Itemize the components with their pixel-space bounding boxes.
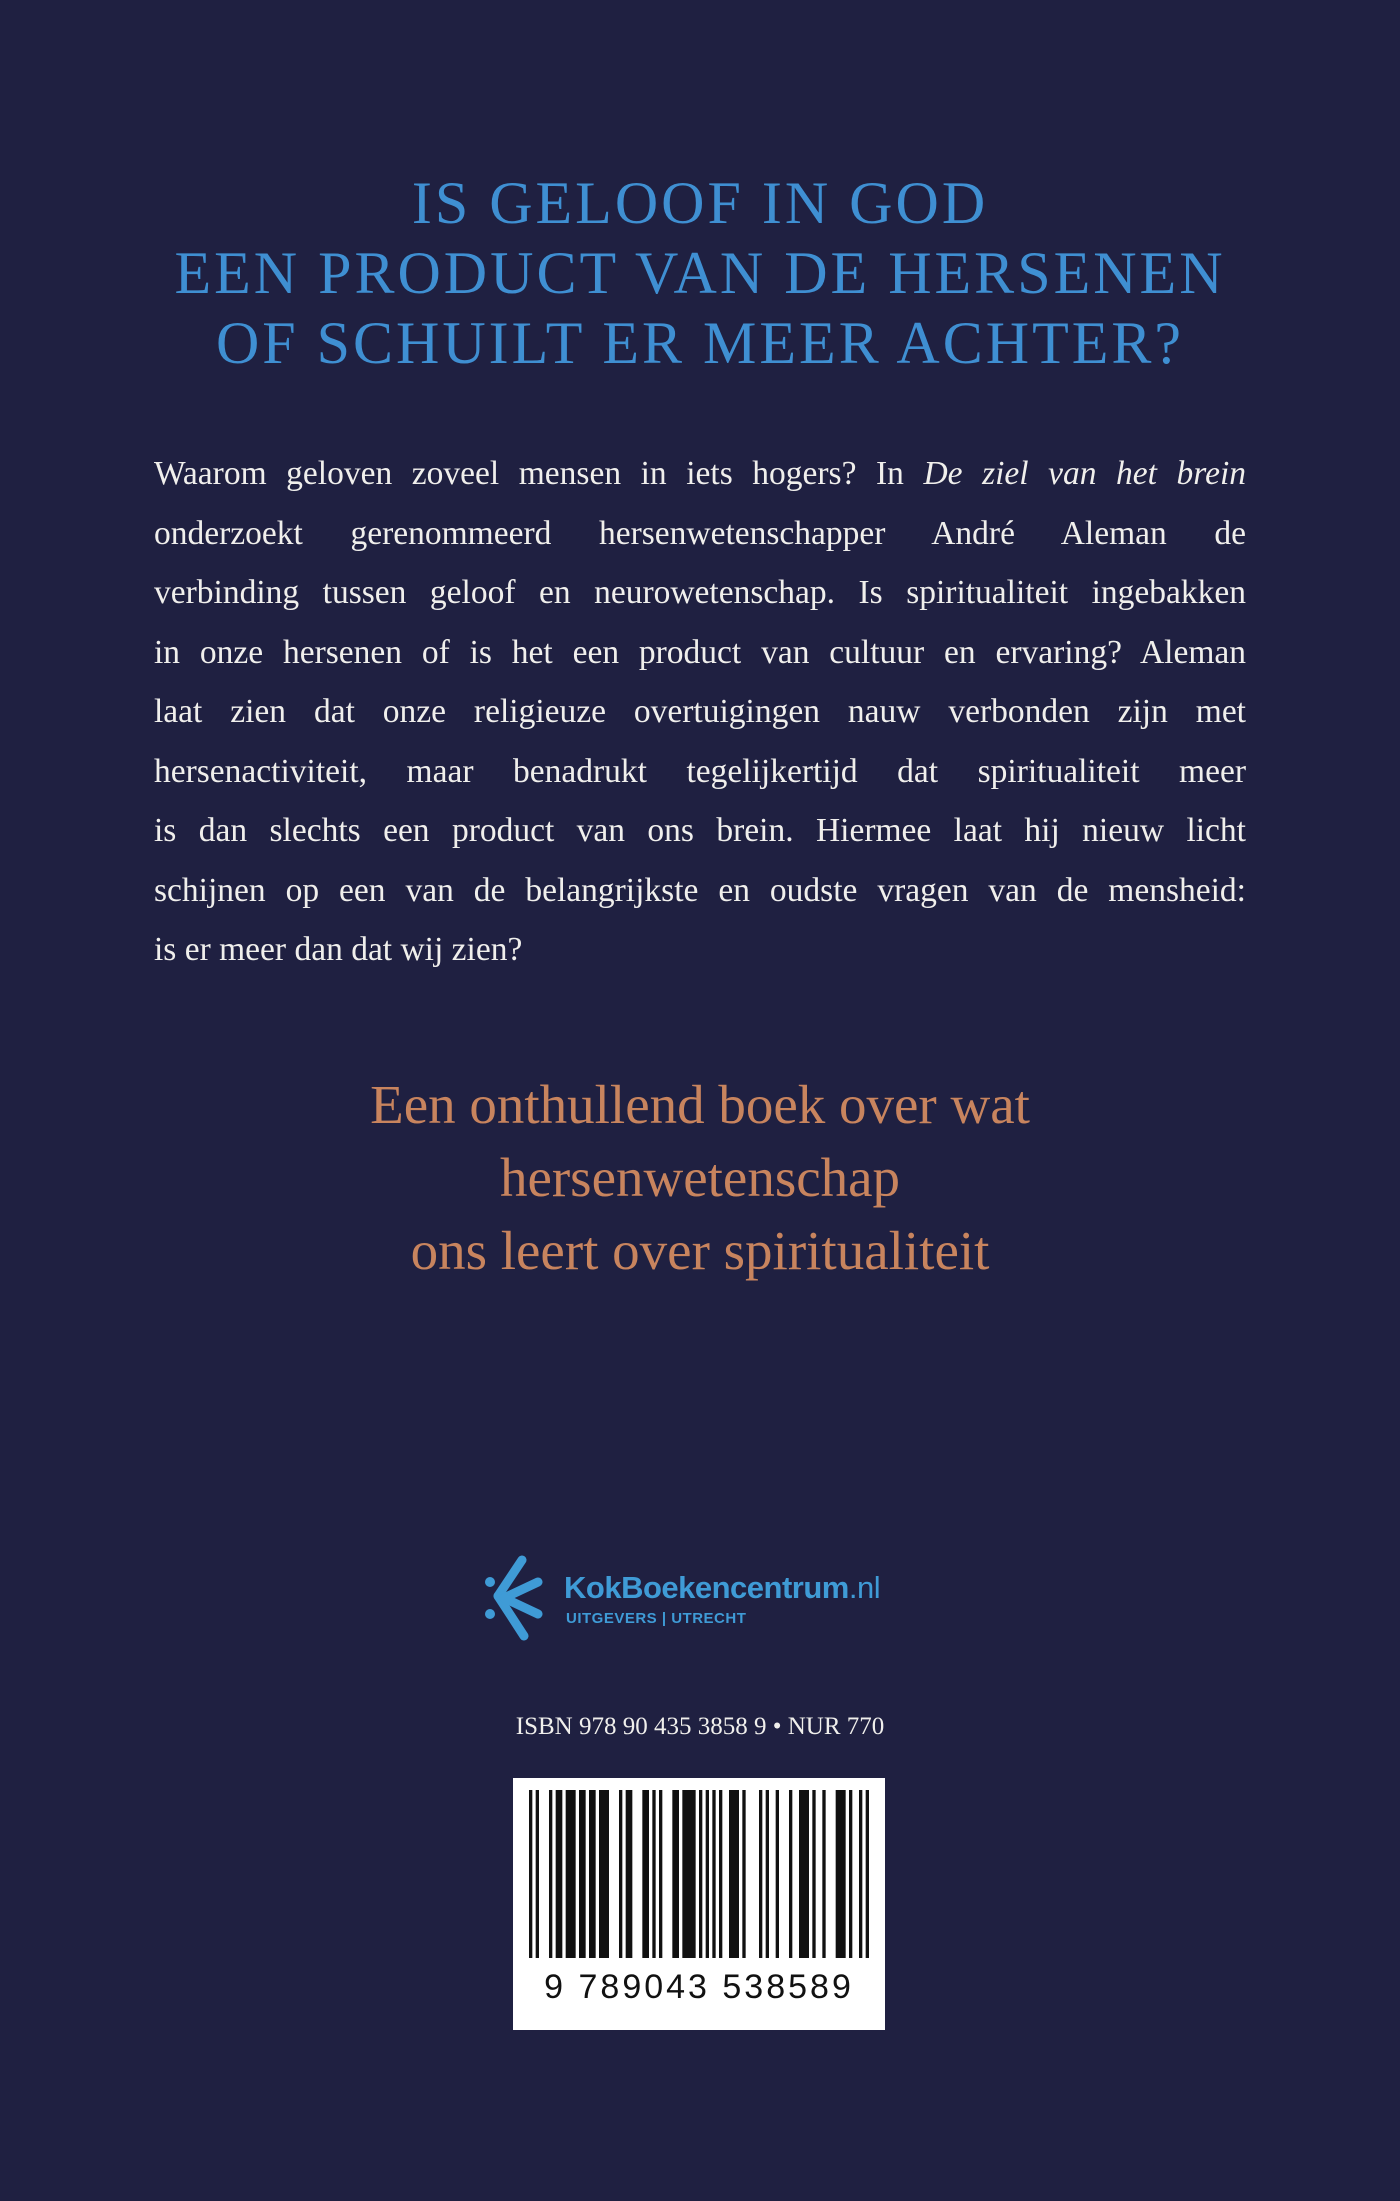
barcode-bar (529, 1790, 532, 1958)
barcode-bar (642, 1790, 649, 1958)
barcode-bar (759, 1790, 762, 1958)
barcode-bar (799, 1790, 809, 1958)
headline-line-1: IS GELOOF IN GOD (411, 170, 989, 236)
barcode-bar (626, 1790, 633, 1958)
barcode-bar (859, 1790, 862, 1958)
blurb-line: schijnen op een van de belangrijkste en oudste vragen van de mensheid: (154, 871, 1246, 909)
barcode-bar (579, 1790, 586, 1958)
barcode-bar (712, 1790, 715, 1958)
headline-line-3: OF SCHUILT ER MEER ACHTER? (215, 310, 1185, 376)
barcode-bar (766, 1790, 769, 1958)
blurb-line: in onze hersenen of is het een product van cultuur en ervaring? Aleman (154, 633, 1246, 671)
publisher-logo (482, 1552, 922, 1652)
barcode-bar (729, 1790, 739, 1958)
barcode-bar (776, 1790, 779, 1958)
barcode-bar (849, 1790, 852, 1958)
barcode-digits: 9 789043 538589 (544, 1968, 854, 2006)
headline (0, 168, 1400, 378)
barcode-bar (672, 1790, 679, 1958)
book-title: De ziel van het brein (923, 455, 1246, 492)
tagline-line-2: hersenwetenschap (499, 1147, 901, 1208)
barcode-bar (556, 1790, 563, 1958)
isbn-line: ISBN 978 90 435 3858 9 • NUR 770 (515, 1713, 885, 1740)
blurb-line: verbinding tussen geloof en neurowetenschap. Is spiritualiteit ingebakken (154, 574, 1246, 611)
tagline-line-3: ons leert over spiritualiteit (410, 1220, 990, 1281)
barcode-bar (742, 1790, 745, 1958)
barcode (513, 1778, 885, 2030)
barcode-bar (789, 1790, 792, 1958)
barcode-bar (589, 1790, 596, 1958)
barcode-bar (706, 1790, 709, 1958)
barcode-bar (699, 1790, 702, 1958)
barcode-bar (822, 1790, 825, 1958)
headline-line-2: EEN PRODUCT VAN DE HERSENEN (174, 240, 1226, 306)
publisher-name: KokBoekencentrum.nl (564, 1570, 881, 1605)
blurb-line: laat zien dat onze religieuze overtuigingen nauw verbonden zijn met (154, 693, 1246, 730)
tagline (0, 1068, 1400, 1287)
blurb-line: is er meer dan dat wij zien? (154, 931, 523, 968)
publisher-logo-icon (482, 1552, 544, 1644)
tagline-line-1: Een onthullend boek over wat (370, 1074, 1030, 1135)
barcode-bar (549, 1790, 552, 1958)
barcode-bar (619, 1790, 622, 1958)
barcode-bar (599, 1790, 609, 1958)
blurb-line: onderzoekt gerenommeerd hersenwetenschapper André Aleman de (154, 514, 1246, 552)
barcode-bar (812, 1790, 815, 1958)
barcode-bar (652, 1790, 655, 1958)
barcode-bar (566, 1790, 576, 1958)
barcode-bar (836, 1790, 846, 1958)
barcode-bar (659, 1790, 662, 1958)
barcode-bar (682, 1790, 695, 1958)
barcode-bar (866, 1790, 869, 1958)
barcode-bar (719, 1790, 722, 1958)
barcode-bar (536, 1790, 539, 1958)
blurb-line-1: Waarom geloven zoveel mensen in iets hogers? In De ziel van het brein (154, 455, 1246, 492)
blurb (154, 444, 1246, 980)
blurb-line: is dan slechts een product van ons brein. Hiermee laat hij nieuw licht (154, 812, 1246, 849)
blurb-line: hersenactiviteit, maar benadrukt tegelijkertijd dat spiritualiteit meer (154, 752, 1246, 790)
publisher-subtitle: UITGEVERS | UTRECHT (566, 1610, 747, 1627)
